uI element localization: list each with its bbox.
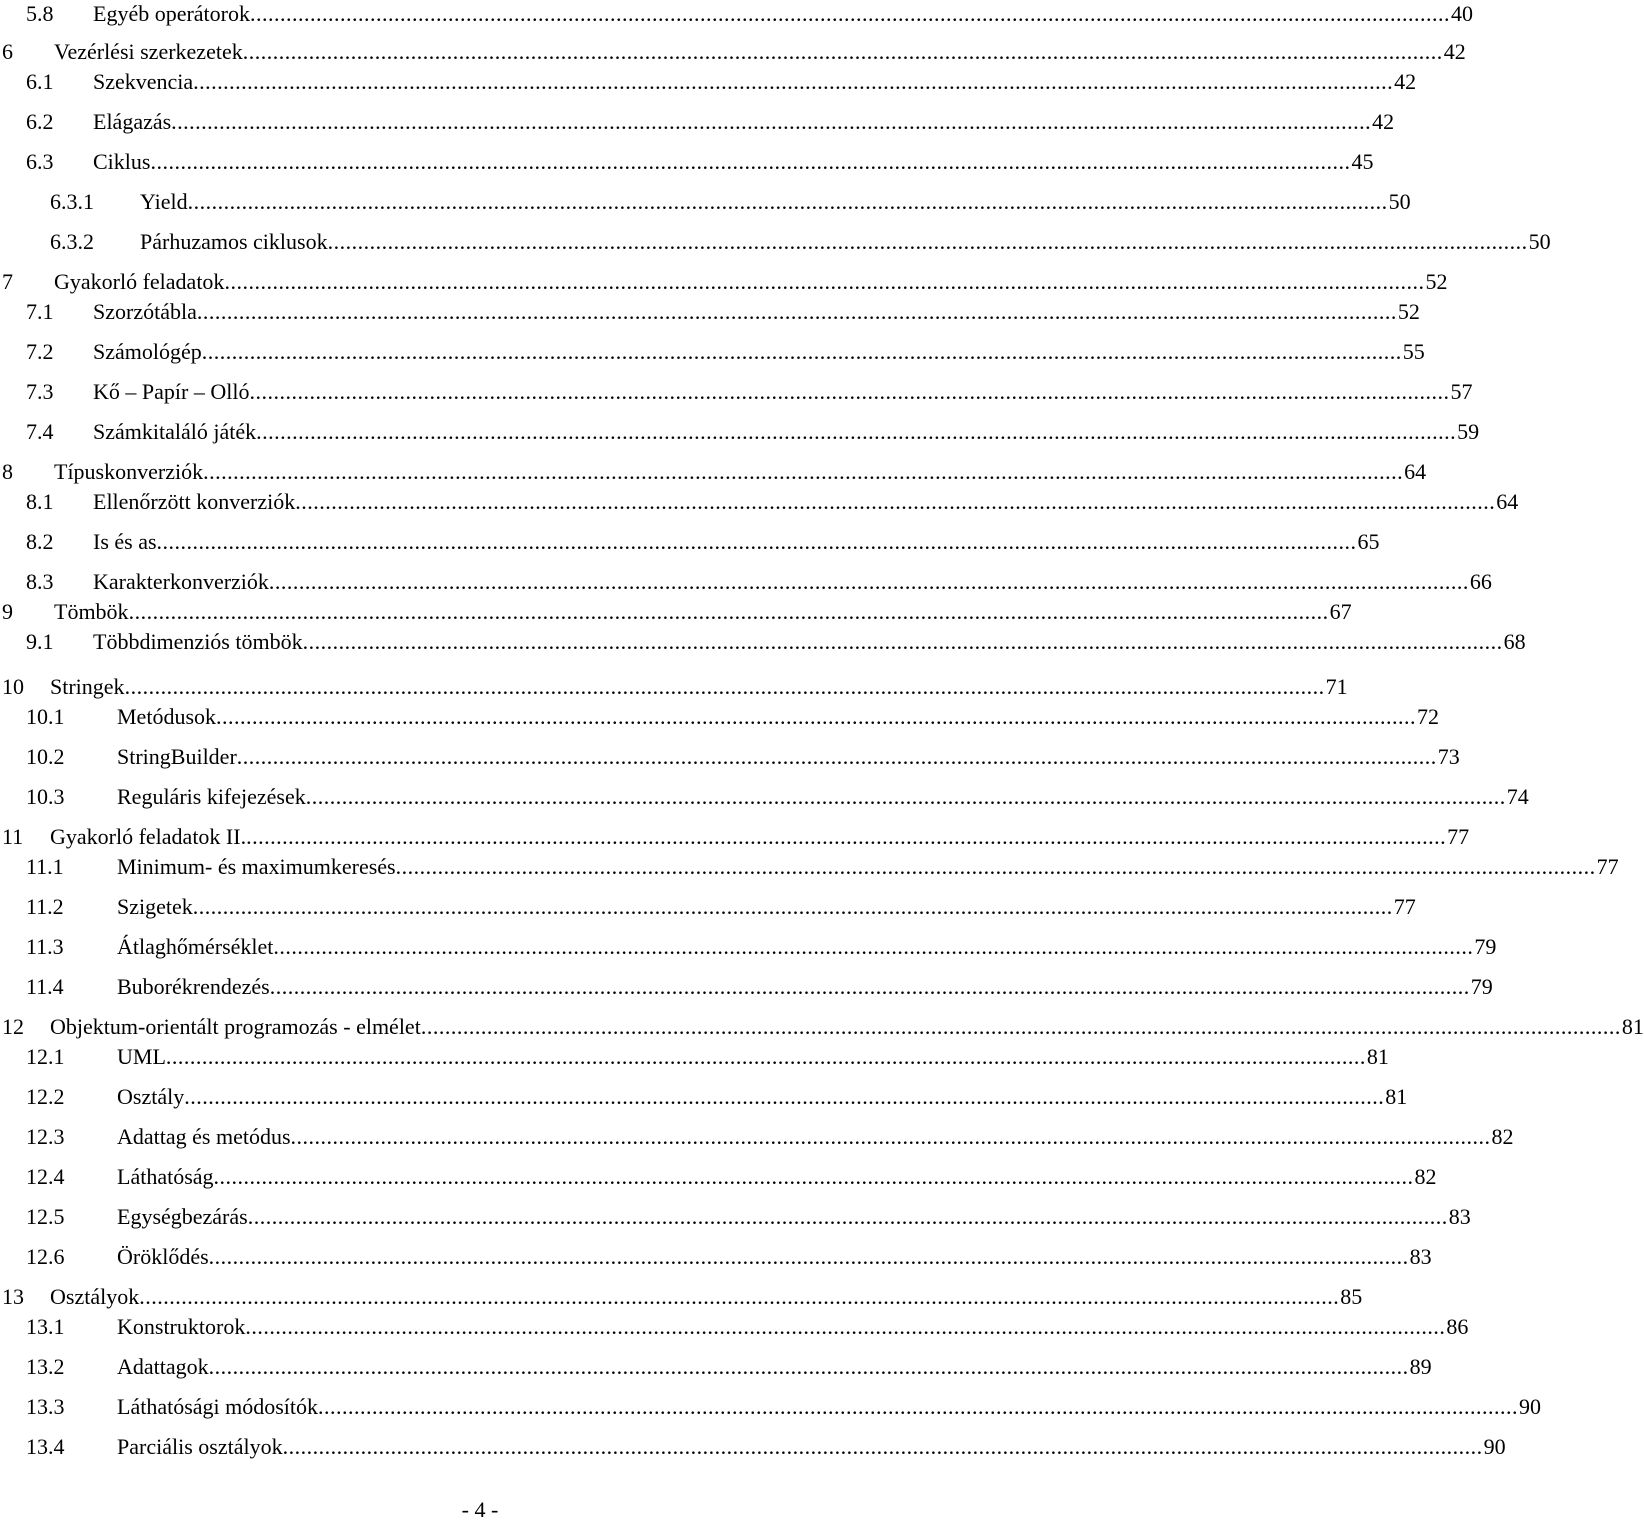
toc-entry[interactable]	[0, 1393, 1542, 1421]
toc-entry-title: Szigetek	[117, 894, 193, 919]
toc-dot-leader: ........................................................................................................................................................................................................	[256, 419, 1457, 444]
toc-entry[interactable]	[0, 1353, 1432, 1381]
toc-entry-number: 11.2	[26, 894, 64, 919]
toc-entry[interactable]	[0, 743, 1460, 771]
toc-entry-title: Osztály	[117, 1084, 185, 1109]
toc-entry-page: 59	[1457, 419, 1480, 444]
toc-dot-leader: ........................................................................................................................................................................................................	[139, 1284, 1340, 1309]
toc-entry[interactable]	[0, 378, 1473, 406]
toc-dot-leader: ........................................................................................................................................................................................................	[208, 1354, 1409, 1379]
toc-entry-page: 71	[1325, 674, 1348, 699]
toc-entry-number: 6.3	[26, 149, 54, 174]
toc-entry[interactable]	[0, 1123, 1514, 1151]
toc-dot-leader: ........................................................................................................................................................................................................	[203, 459, 1404, 484]
toc-entry[interactable]	[0, 568, 1492, 596]
toc-entry-title: Buborékrendezés	[117, 974, 270, 999]
toc-entry-title: Szorzótábla	[93, 299, 197, 324]
toc-entry[interactable]	[0, 783, 1529, 811]
toc-dot-leader: ........................................................................................................................................................................................................	[216, 704, 1416, 729]
toc-entry-title: Adattag és metódus	[117, 1124, 291, 1149]
toc-entry[interactable]	[0, 933, 1497, 961]
toc-entry[interactable]	[0, 108, 1395, 136]
toc-entry[interactable]	[0, 853, 1619, 881]
toc-entry-page: 83	[1448, 1204, 1471, 1229]
toc-dot-leader: ........................................................................................................................................................................................................	[273, 934, 1474, 959]
toc-entry-page: 52	[1397, 299, 1420, 324]
toc-entry-number: 7.2	[26, 339, 54, 364]
toc-entry[interactable]	[0, 68, 1417, 96]
toc-entry-title: Öröklődés	[117, 1244, 209, 1269]
toc-entry[interactable]	[0, 338, 1425, 366]
toc-entry[interactable]	[0, 1433, 1506, 1461]
toc-entry-number: 8.2	[26, 529, 54, 554]
toc-entry-title: Karakterkonverziók	[93, 569, 269, 594]
toc-entry-page: 66	[1469, 569, 1492, 594]
toc-entry-number: 6	[2, 39, 13, 64]
toc-entry-page: 64	[1404, 459, 1427, 484]
toc-dot-leader: ........................................................................................................................................................................................................	[242, 39, 1443, 64]
toc-entry-page: 81	[1366, 1044, 1389, 1069]
toc-entry[interactable]	[0, 1163, 1437, 1191]
toc-dot-leader: ........................................................................................................................................................................................................	[165, 1044, 1366, 1069]
toc-entry-number: 13	[2, 1284, 24, 1309]
toc-dot-leader: ........................................................................................................................................................................................................	[246, 824, 1447, 849]
toc-entry-page: 74	[1506, 784, 1529, 809]
toc-dot-leader: ........................................................................................................................................................................................................	[192, 894, 1393, 919]
toc-entry-number: 12.4	[26, 1164, 65, 1189]
toc-entry-title: Stringek	[50, 674, 125, 699]
toc-entry-page: 86	[1446, 1314, 1469, 1339]
toc-dot-leader: ........................................................................................................................................................................................................	[201, 339, 1402, 364]
toc-entry[interactable]	[0, 628, 1526, 656]
toc-entry-number: 7.1	[26, 299, 54, 324]
toc-entry-title: Yield	[140, 189, 188, 214]
toc-entry-page: 72	[1417, 704, 1439, 729]
toc-entry[interactable]	[0, 703, 1439, 731]
toc-entry-title: Párhuzamos ciklusok	[140, 229, 328, 254]
toc-entry[interactable]	[0, 188, 1411, 216]
toc-entry-title: Reguláris kifejezések	[117, 784, 306, 809]
toc-entry-number: 11	[2, 824, 24, 849]
toc-entry-page: 55	[1402, 339, 1425, 364]
toc-entry-page: 77	[1596, 854, 1619, 879]
toc-dot-leader: ........................................................................................................................................................................................................	[124, 674, 1325, 699]
toc-entry-title: Vezérlési szerkezetek	[54, 39, 243, 64]
toc-entry-title: Objektum-orientált programozás - elmélet	[50, 1014, 421, 1039]
toc-entry[interactable]	[0, 1243, 1432, 1271]
toc-entry-page: 73	[1437, 744, 1460, 769]
toc-entry-number: 13.4	[26, 1434, 65, 1459]
toc-entry-number: 11.4	[26, 974, 64, 999]
toc-entry[interactable]	[0, 1013, 1644, 1041]
toc-dot-leader: ........................................................................................................................................................................................................	[128, 599, 1329, 624]
toc-entry-title: Átlaghőmérséklet	[117, 934, 274, 959]
toc-entry[interactable]	[0, 1313, 1469, 1341]
toc-entry-number: 13.3	[26, 1394, 65, 1419]
toc-entry[interactable]	[0, 973, 1493, 1001]
toc-entry[interactable]	[0, 228, 1551, 256]
toc-dot-leader: ........................................................................................................................................................................................................	[395, 854, 1596, 879]
toc-entry-title: Ciklus	[93, 149, 151, 174]
toc-entry[interactable]	[0, 148, 1374, 176]
toc-entry-title: Kő – Papír – Olló	[93, 379, 250, 404]
toc-entry-number: 11.3	[26, 934, 64, 959]
toc-entry-number: 7	[2, 269, 13, 294]
toc-dot-leader: ........................................................................................................................................................................................................	[245, 1314, 1446, 1339]
toc-entry-title: Többdimenziós tömbök	[93, 629, 303, 654]
toc-entry-number: 7.4	[26, 419, 54, 444]
toc-dot-leader: ........................................................................................................................................................................................................	[224, 269, 1425, 294]
toc-entry[interactable]	[0, 1043, 1389, 1071]
toc-entry-page: 50	[1388, 189, 1411, 214]
toc-entry-page: 81	[1385, 1084, 1408, 1109]
toc-dot-leader: ........................................................................................................................................................................................................	[290, 1124, 1491, 1149]
toc-dot-leader: ........................................................................................................................................................................................................	[193, 69, 1394, 94]
toc-entry-number: 6.2	[26, 109, 54, 134]
toc-entry-number: 8.3	[26, 569, 54, 594]
toc-entry-page: 81	[1621, 1014, 1644, 1039]
toc-entry-number: 8	[2, 459, 13, 484]
toc-entry[interactable]	[0, 298, 1420, 326]
toc-entry[interactable]	[0, 1203, 1471, 1231]
toc-entry-page: 45	[1351, 149, 1374, 174]
toc-entry-number: 8.1	[26, 489, 54, 514]
toc-entry-number: 6.3.1	[50, 189, 94, 214]
toc-entry-number: 9	[2, 599, 13, 624]
toc-entry-title: StringBuilder	[117, 744, 237, 769]
toc-entry-title: Szekvencia	[93, 69, 194, 94]
toc-entry-page: 89	[1409, 1354, 1432, 1379]
toc-entry-page: 77	[1393, 894, 1416, 919]
toc-entry-title: Egyéb operátorok	[93, 1, 250, 26]
toc-entry-page: 79	[1474, 934, 1497, 959]
page-number: - 4 -	[461, 1497, 499, 1522]
toc-entry[interactable]	[0, 268, 1448, 296]
toc-entry-title: Számológép	[93, 339, 202, 364]
toc-entry-page: 77	[1447, 824, 1470, 849]
toc-entry-number: 12.6	[26, 1244, 65, 1269]
toc-entry-number: 10	[2, 674, 24, 699]
toc-entry-number: 12.5	[26, 1204, 65, 1229]
toc-entry-title: Tömbök	[54, 599, 129, 624]
toc-entry-number: 11.1	[26, 854, 64, 879]
toc-entry-page: 85	[1340, 1284, 1363, 1309]
toc-entry-number: 13.1	[26, 1314, 65, 1339]
toc-entry[interactable]	[0, 38, 1466, 66]
toc-entry-title: Adattagok	[117, 1354, 209, 1379]
toc-entry-page: 65	[1357, 529, 1380, 554]
toc-entry-number: 9.1	[26, 629, 54, 654]
toc-dot-leader: ........................................................................................................................................................................................................	[247, 1204, 1448, 1229]
toc-entry-number: 10.2	[26, 744, 65, 769]
toc-dot-leader: ........................................................................................................................................................................................................	[302, 629, 1503, 654]
toc-entry-title: Konstruktorok	[117, 1314, 246, 1339]
toc-entry-title: Is és as	[93, 529, 157, 554]
toc-entry-number: 6.1	[26, 69, 54, 94]
toc-entry-title: Minimum- és maximumkeresés	[117, 854, 396, 879]
toc-entry-page: 82	[1414, 1164, 1437, 1189]
toc-entry[interactable]	[0, 893, 1416, 921]
toc-entry-page: 40	[1451, 1, 1473, 26]
toc-entry[interactable]	[0, 823, 1470, 851]
toc-entry-title: Gyakorló feladatok	[54, 269, 225, 294]
toc-dot-leader: ........................................................................................................................................................................................................	[236, 744, 1437, 769]
toc-entry[interactable]	[0, 458, 1427, 486]
toc-entry-page: 64	[1496, 489, 1519, 514]
toc-entry-page: 79	[1470, 974, 1493, 999]
toc-dot-leader: ........................................................................................................................................................................................................	[250, 1, 1450, 26]
toc-dot-leader: ........................................................................................................................................................................................................	[249, 379, 1450, 404]
toc-entry-number: 5.8	[26, 1, 54, 26]
toc-entry-number: 13.2	[26, 1354, 65, 1379]
toc-entry[interactable]	[0, 418, 1480, 446]
toc-entry-number: 12.1	[26, 1044, 65, 1069]
toc-entry-title: Gyakorló feladatok II.	[50, 824, 247, 849]
toc-dot-leader: ........................................................................................................................................................................................................	[208, 1244, 1409, 1269]
toc-entry-number: 6.3.2	[50, 229, 94, 254]
toc-entry-number: 12	[2, 1014, 24, 1039]
toc-entry-number: 12.2	[26, 1084, 65, 1109]
toc-entry-title: Láthatóság	[117, 1164, 214, 1189]
toc-dot-leader: ........................................................................................................................................................................................................	[156, 529, 1357, 554]
toc-dot-leader: ........................................................................................................................................................................................................	[187, 189, 1388, 214]
toc-entry-title: Metódusok	[117, 704, 216, 729]
toc-entry-page: 57	[1450, 379, 1473, 404]
toc-entry[interactable]	[0, 1083, 1408, 1111]
toc-dot-leader: ........................................................................................................................................................................................................	[171, 109, 1372, 134]
toc-dot-leader: ........................................................................................................................................................................................................	[295, 489, 1496, 514]
toc-entry-number: 7.3	[26, 379, 54, 404]
toc-dot-leader: ........................................................................................................................................................................................................	[196, 299, 1397, 324]
toc-entry[interactable]	[0, 528, 1380, 556]
toc-entry-page: 68	[1503, 629, 1526, 654]
toc-entry-number: 12.3	[26, 1124, 65, 1149]
toc-dot-leader: ........................................................................................................................................................................................................	[420, 1014, 1621, 1039]
toc-entry-number: 10.1	[26, 704, 65, 729]
toc-entry-title: Parciális osztályok	[117, 1434, 283, 1459]
toc-dot-leader: ........................................................................................................................................................................................................	[282, 1434, 1483, 1459]
toc-entry-page: 42	[1372, 109, 1395, 134]
toc-entry-page: 90	[1483, 1434, 1506, 1459]
toc-dot-leader: ........................................................................................................................................................................................................	[269, 974, 1470, 999]
toc-entry-title: Ellenőrzött konverziók	[93, 489, 296, 514]
toc-entry-page: 83	[1409, 1244, 1432, 1269]
toc-entry-page: 67	[1329, 599, 1352, 624]
toc-dot-leader: ........................................................................................................................................................................................................	[184, 1084, 1385, 1109]
toc-entry-page: 52	[1425, 269, 1448, 294]
toc-entry-title: Egységbezárás	[117, 1204, 248, 1229]
toc-entry[interactable]	[0, 488, 1519, 516]
toc-entry[interactable]	[0, 0, 1473, 28]
toc-entry-title: Számkitaláló játék	[93, 419, 257, 444]
toc-entry[interactable]	[0, 673, 1348, 701]
toc-dot-leader: ........................................................................................................................................................................................................	[268, 569, 1469, 594]
toc-entry-page: 82	[1491, 1124, 1514, 1149]
toc-entry-number: 10.3	[26, 784, 65, 809]
toc-dot-leader: ........................................................................................................................................................................................................	[213, 1164, 1414, 1189]
toc-entry-page: 42	[1443, 39, 1466, 64]
toc-entry-title: Típuskonverziók	[54, 459, 204, 484]
toc-entry-title: Osztályok	[50, 1284, 140, 1309]
toc-entry[interactable]	[0, 1283, 1363, 1311]
toc-dot-leader: ........................................................................................................................................................................................................	[150, 149, 1351, 174]
toc-entry-page: 42	[1394, 69, 1417, 94]
toc-entry-title: Láthatósági módosítók	[117, 1394, 319, 1419]
toc-entry-title: Elágazás	[93, 109, 172, 134]
toc-dot-leader: ........................................................................................................................................................................................................	[318, 1394, 1519, 1419]
toc-entry-page: 50	[1528, 229, 1551, 254]
toc-entry[interactable]	[0, 598, 1352, 626]
toc-entry-title: UML	[117, 1044, 166, 1069]
toc-dot-leader: ........................................................................................................................................................................................................	[305, 784, 1506, 809]
toc-entry-page: 90	[1519, 1394, 1542, 1419]
toc-dot-leader: ........................................................................................................................................................................................................	[327, 229, 1528, 254]
